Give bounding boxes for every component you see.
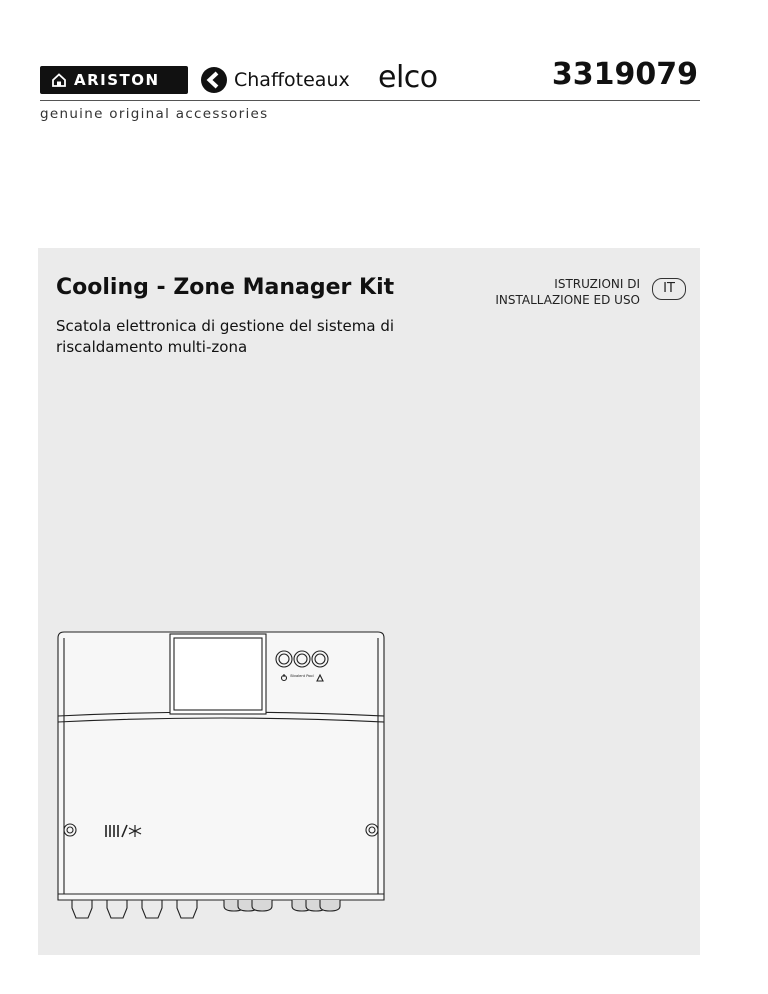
language-badge: IT bbox=[652, 278, 686, 300]
page-subtitle: Scatola elettronica di gestione del sistema di riscaldamento multi-zona bbox=[56, 317, 395, 356]
instructions-line-2: INSTALLAZIONE ED USO bbox=[495, 293, 640, 307]
house-icon bbox=[52, 73, 66, 87]
device-illustration bbox=[52, 630, 397, 940]
bivalent-label: Bivalent Pool bbox=[290, 674, 314, 678]
instructions-line-1: ISTRUZIONI DI bbox=[554, 277, 640, 291]
page-title: Cooling - Zone Manager Kit bbox=[56, 275, 395, 300]
chaffoteaux-mark-icon bbox=[200, 66, 228, 94]
instructions-label bbox=[495, 276, 640, 308]
tagline: genuine original accessories bbox=[40, 106, 269, 122]
elco-logo: elco bbox=[378, 60, 438, 95]
display-screen bbox=[170, 634, 266, 714]
header-divider bbox=[40, 100, 700, 101]
cover-panel bbox=[38, 248, 700, 955]
chaffoteaux-logo bbox=[200, 66, 350, 94]
product-code: 3319079 bbox=[551, 57, 698, 92]
ariston-logo bbox=[40, 66, 188, 94]
ariston-brand: ARISTON bbox=[74, 71, 160, 89]
chaffoteaux-brand: Chaffoteaux bbox=[234, 69, 350, 91]
